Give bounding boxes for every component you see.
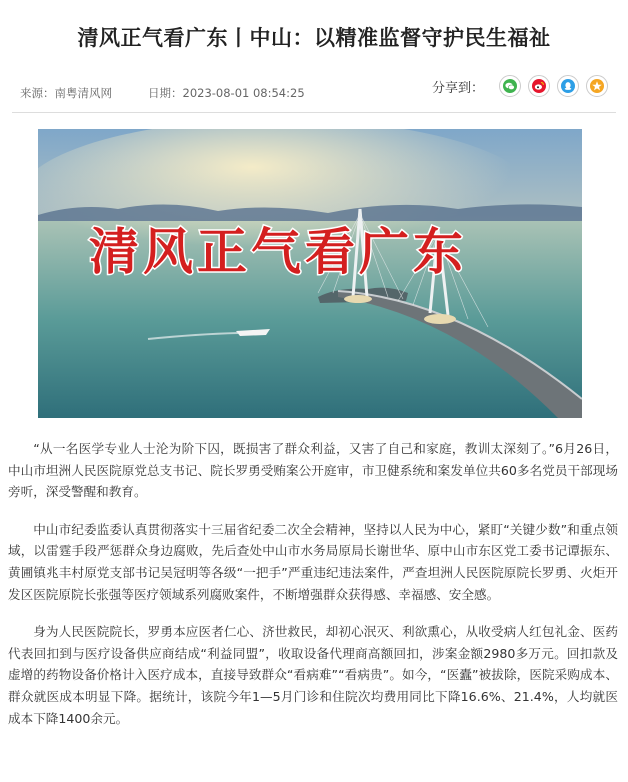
paragraph-2: 中山市纪委监委认真贯彻落实十三届省纪委二次全会精神，坚持以人民为中心，紧盯“关键少数”和重点领域，以雷霆手段严惩群众身边腐败，先后查处中山市水务局原局长谢世华、原中山市东区党工委书记谭振东、黄圃镇兆丰村原党支部书记吴冠明等各级“一把手”严重违纪违法案件，严查坦洲人民医院原院长罗勇、火炬开发区医院原院长张强等医疗领域系列腐败案件，不断增强群众获得感、幸福感、安全感。	[8, 521, 618, 602]
paragraph-1: “从一名医学专业人士沦为阶下囚，既损害了群众利益，又害了自己和家庭，教训太深刻了。”6月26日，中山市坦洲人民医院原党总支书记、院长罗勇受贿案公开庭审，市卫健系统和案发单位共60多名党员干部现场旁听，深受警醒和教育。	[8, 441, 618, 500]
qq-share-button[interactable]	[557, 75, 579, 97]
share-bar	[432, 75, 608, 97]
paragraph-3: 身为人民医院院长，罗勇本应医者仁心、济世救民，却初心泯灭、利欲熏心，从收受病人红包礼金、医药代表回扣到与医疗设备供应商结成“利益同盟”，收取设备代理商高额回扣，涉案金额2980多万元。回扣款及虚增的药物设备价格计入医疗成本，直接导致群众“看病难”“看病贵”。如今，“医蠹”被拔除，医院采购成本、群众就医成本明显下降。据统计，该院今年1—5月门诊和住院次均费用同比下降16.6%、21.4%，人均就医成本下降1400余元。	[8, 624, 618, 726]
weibo-icon	[531, 78, 547, 94]
article-source: 来源：南粤清风网	[20, 86, 112, 100]
article-title: 清风正气看广东丨中山：以精准监督守护民生福祉	[77, 26, 551, 50]
share-label: 分享到：	[431, 80, 484, 96]
wechat-icon	[502, 78, 518, 94]
qzone-star-icon	[589, 78, 605, 94]
weibo-share-button[interactable]	[528, 75, 550, 97]
header-divider	[12, 112, 616, 113]
article-body	[8, 438, 618, 745]
qzone-share-button[interactable]	[586, 75, 608, 97]
hero-image	[38, 129, 582, 418]
hero-title-text: 清风正气看广东	[89, 223, 467, 281]
article-date: 日期：2023-08-01 08:54:25	[148, 86, 305, 100]
article-meta	[12, 75, 616, 105]
wechat-share-button[interactable]	[499, 75, 521, 97]
qq-icon	[560, 78, 576, 94]
